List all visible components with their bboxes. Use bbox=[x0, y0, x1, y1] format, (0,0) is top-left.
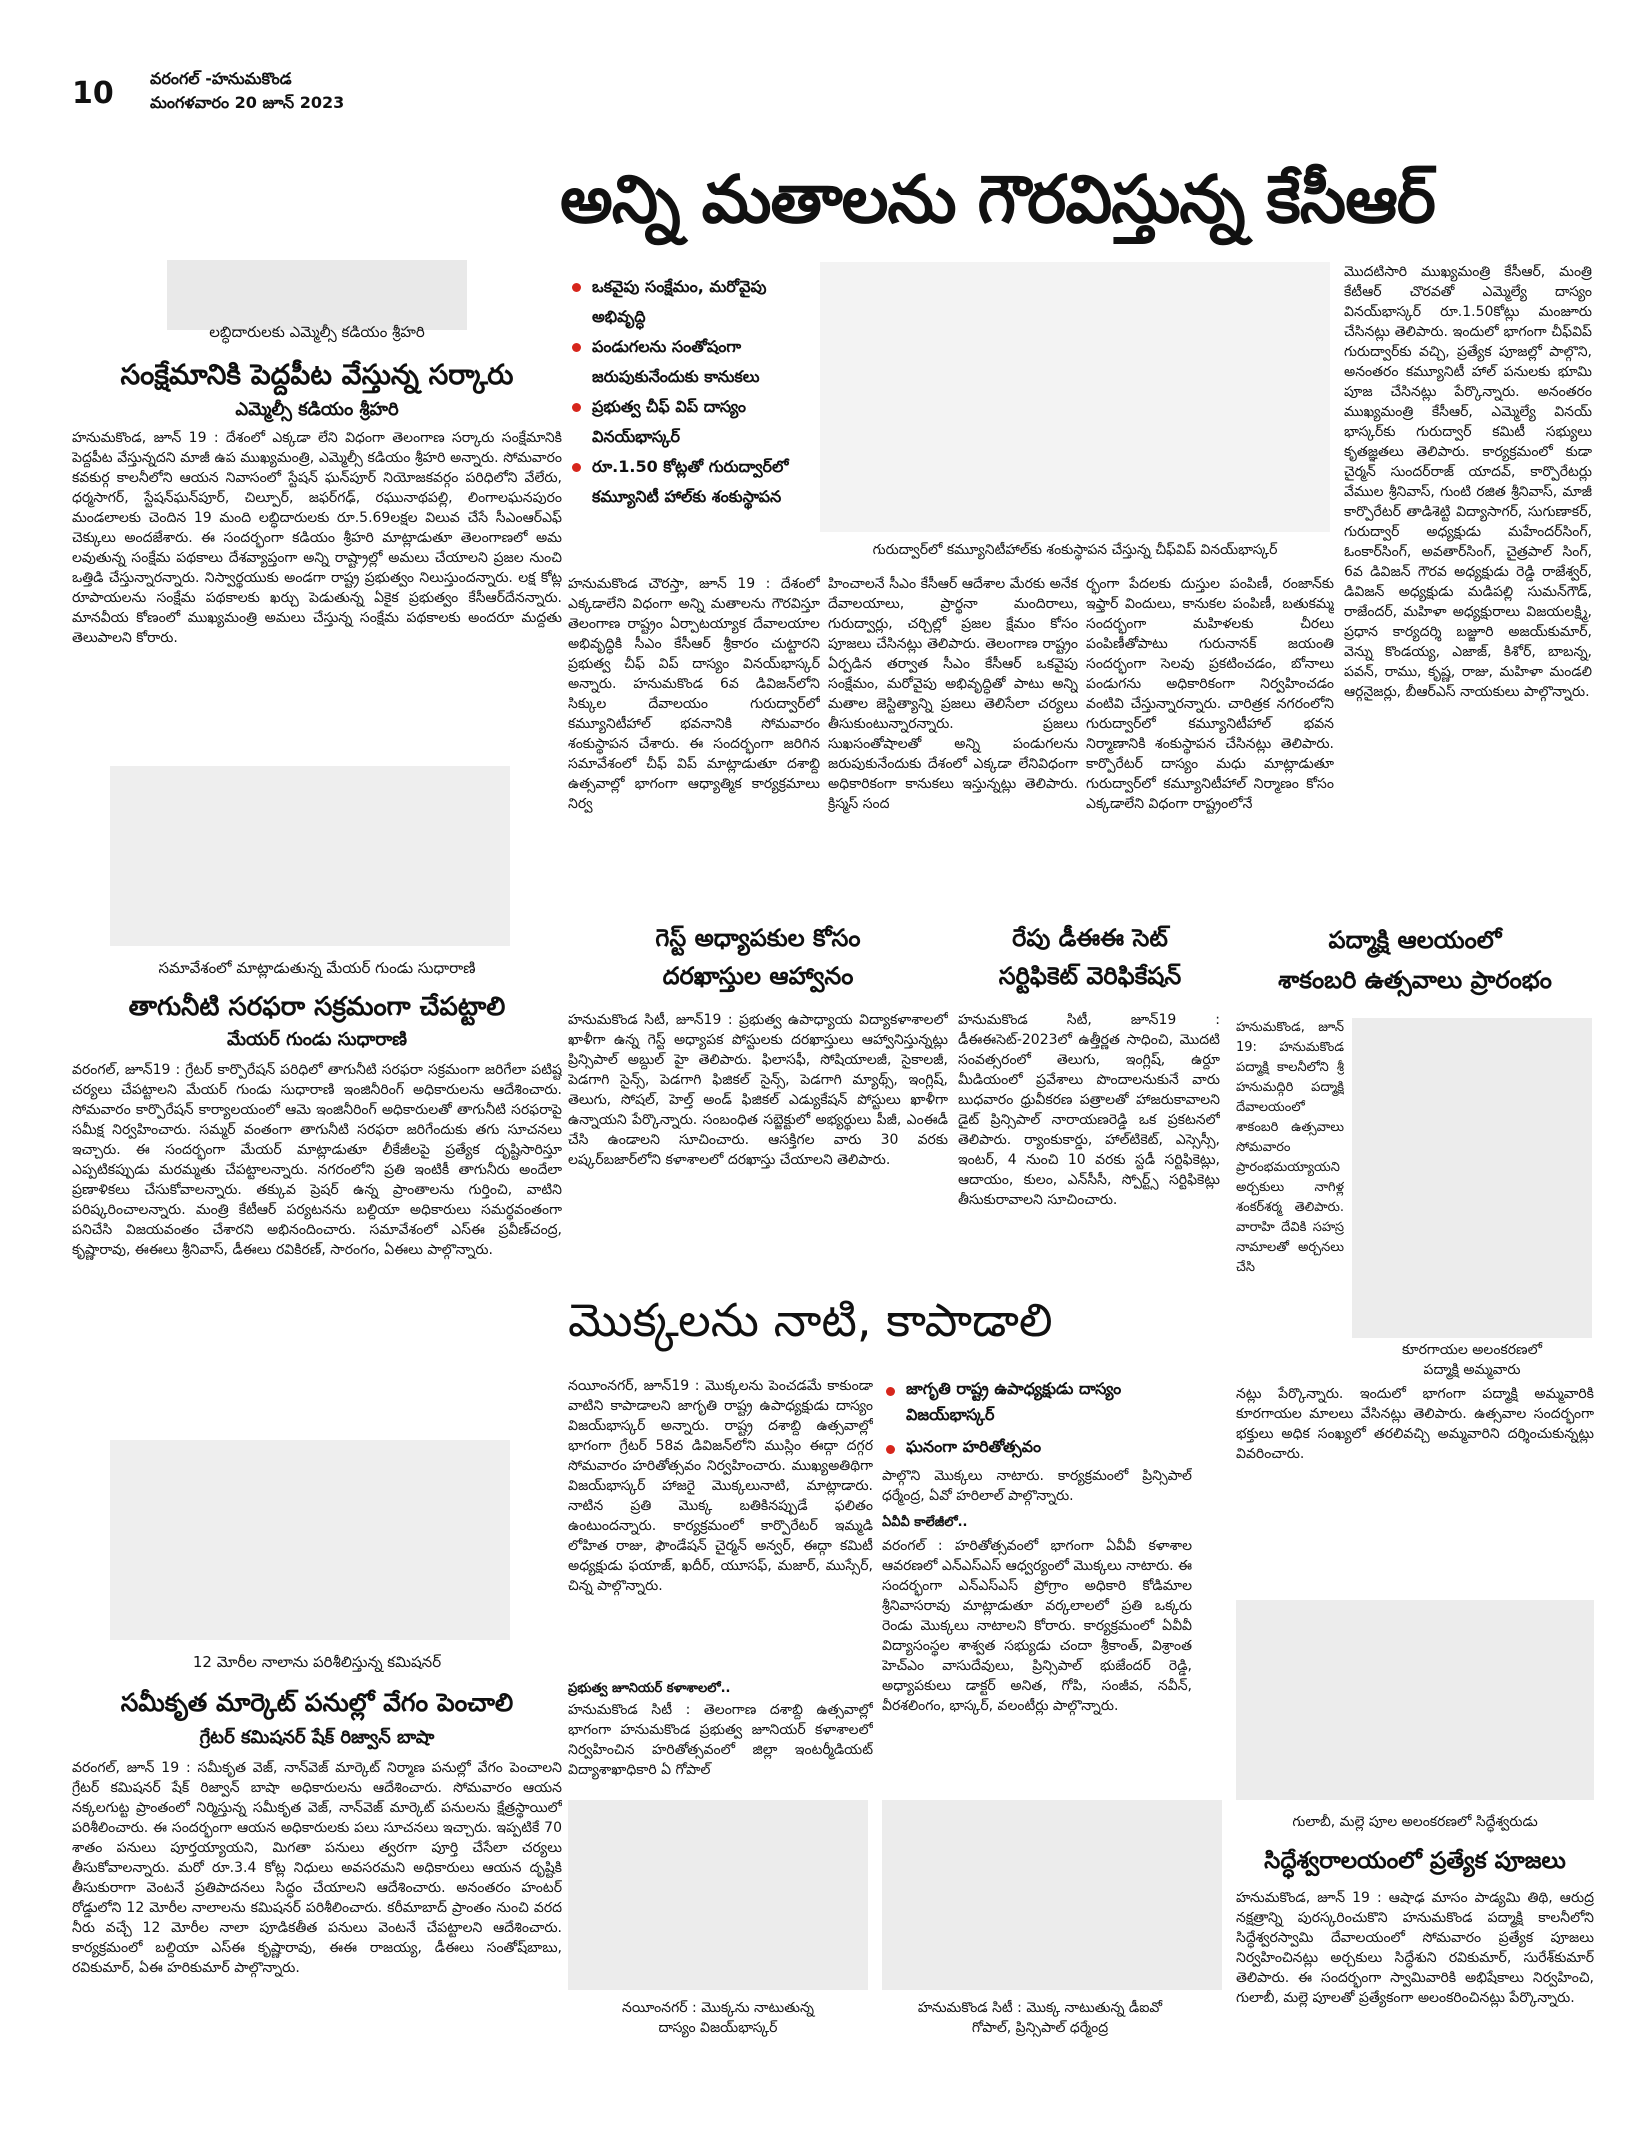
market-body: వరంగల్, జూన్ 19 : సమీకృత వెజ్, నాన్‌వెజ్ మార్కెట్ నిర్మాణ పనుల్లో వేగం పెంచాలని గ్రేటర్ కమిషనర్ షేక్ రిజ్వాన్ బాషా అధికారులను ఆదేశించారు. సోమవారం ఆయన నక్కలగుట్ట ప్రాంతంలో నిర్మిస్తున్న సమీకృత వెజ్, నాన్‌వెజ్ మార్కెట్ పనులను క్షేత్రస్థాయిలో పరిశీలించారు. ఈ సందర్భంగా ఆయన అధికారులకు పలు సూచనలు ఇచ్చారు. ఇప్పటికే 70 శాతం పనులు పూర్తయ్యాయని, మిగతా పనులు త్వరగా పూర్తి చేసేలా చర్యలు తీసుకోవాలన్నారు. మరో రూ.3.4 కోట్ల నిధులు అవసరమని అధికారులు ఆయన దృష్టికి తీసుకురాగా వెంటనే ప్రతిపాదనలు సిద్ధం చేయాలని ఆదేశించారు. అనంతరం హంటర్ రోడ్డులోని 12 మోరీల నాలాలను కమిషనర్ పరిశీలించారు. కరీమాబాద్ ప్రాంతం నుంచి వరద నీరు వచ్చే 12 మోరీల నాలా పూడికతీత పనులు వెంటనే చేపట్టాలని ఆదేశించారు. కార్యక్రమంలో బల్దియా ఎస్ఈ కృష్ణారావు, ఈఈ రాజయ్య, డీఈలు సంతోష్‌బాబు, రవికుమార్, ఏఈ హరికుమార్ పాల్గొన్నారు. bbox=[72, 1760, 562, 1976]
water-headline: తాగునీటి సరఫరా సక్రమంగా చేపట్టాలి bbox=[128, 992, 506, 1022]
welfare-body: హనుమకొండ, జూన్ 19 : దేశంలో ఎక్కడా లేని విధంగా తెలంగాణ సర్కారు సంక్షేమానికి పెద్దపీట వేస్తున్నదని మాజీ ఉప ముఖ్యమంత్రి, ఎమ్మెల్సీ కడియం శ్రీహరి అన్నారు. సోమవారం కవకుర్గ కాలనీలోని ఆయన నివాసంలో స్టేషన్ ఘన్‌పూర్ నియోజకవర్గం పరిధిలోని వేలేరు, ధర్మసాగర్, స్టేషన్‌ఘన్‌పూర్, చిల్పూర్, జఫర్‌గఢ్, రఘునాథపల్లి, లింగాలఘనపురం మండలాలకు చెందిన 19 మంది లబ్ధిదారులకు రూ.5.69లక్షల విలువ చేసే సీఎంఆర్ఎఫ్ చెక్కులు అందజేశారు. ఈ సందర్భంగా కడియం శ్రీహరి మాట్లాడుతూ తెలంగాణలో అమ లవుతున్న సంక్షేమ పథకాలు దేశవ్యాప్తంగా అన్ని రాష్ట్రాల్లో అమలు చేయాలని ప్రజల నుంచి ఒత్తిడి చేస్తున్నారన్నారు. నిస్వార్థయుకు అండగా రాష్ట్ర ప్రభుత్వం నిలుస్తుందన్నారు. లక్ష కోట్ల రూపాయలను సంక్షేమ పథకాలకు ఖర్చు పెడుతున్న ఏకైక ప్రభుత్వం కేసీఆర్‌దేనన్నారు. మానవీయ కోణంలో ముఖ్యమంత్రి అమలు చేస్తున్న సంక్షేమ పథకాలకు అందరూ మద్దతు తెలుపాలని కోరారు. bbox=[72, 430, 562, 646]
publication-date: మంగళవారం 20 జూన్ 2023 bbox=[150, 93, 345, 112]
deecet-headline-line1: రేపు డీఈఈ సెట్ bbox=[1012, 924, 1168, 952]
kcr-photo bbox=[820, 262, 1330, 532]
plants-body-col2: పాల్గొని మొక్కలు నాటారు. కార్యక్రమంలో ప్రిన్సిపాల్ ధర్మేంద్ర, ఏవో హరిలాల్ పాల్గొన్నారు. bbox=[882, 1468, 1192, 1504]
padmakshi-photo bbox=[1352, 1018, 1592, 1338]
siddeshwara-kicker: గులాబీ, మల్లె పూల అలంకరణలో సిద్ధేశ్వరుడు bbox=[1292, 1814, 1538, 1830]
plants-body-col1: నయీంనగర్, జూన్19 : మొక్కలను పెంచడమే కాకుండా వాటిని కాపాడాలని జాగృతి రాష్ట్ర ఉపాధ్యక్షుడు దాస్యం విజయ్‌భాస్కర్ అన్నారు. రాష్ట్ర దశాబ్ది ఉత్సవాల్లో భాగంగా గ్రేటర్ 58వ డివిజన్‌లోని ముస్లిం ఈద్గా దగ్గర సోమవారం హరితోత్సవం నిర్వహించారు. ముఖ్యఅతిథిగా విజయ్‌భాస్కర్ హాజరై మొక్కలునాటి, మాట్లాడారు. నాటిన ప్రతి మొక్క బతికినప్పుడే ఫలితం ఉంటుందన్నారు. కార్యక్రమంలో కార్పొరేటర్ ఇమ్మడి లోహిత రాజు, ఫౌండేషన్ చైర్మన్ అన్వర్, ఈద్గా కమిటీ అధ్యక్షుడు ఫయాజ్, ఖదీర్, యూసఫ్, మజార్, ముస్సేర్, చిన్న పాల్గొన్నారు. bbox=[568, 1378, 873, 1594]
plants-subhead-college: ప్రభుత్వ జూనియర్ కళాశాలలో.. bbox=[568, 1681, 731, 1696]
siddeshwara-headline: సిద్ధేశ్వరాలయంలో ప్రత్యేక పూజలు bbox=[1264, 1848, 1566, 1874]
padmakshi-body-wide: నట్లు పేర్కొన్నారు. ఇందులో భాగంగా పద్మాక్షి అమ్మవారికి కూరగాయల మాలలు వేసినట్లు తెలిపారు. ఉత్సవాల సందర్భంగా భక్తులు అధిక సంఖ్యలో తరలివచ్చి అమ్మవారిని దర్శించుకున్నట్లు వివరించారు. bbox=[1236, 1386, 1594, 1462]
plants-body-col1b: హనుమకొండ సిటీ : తెలంగాణ దశాబ్ది ఉత్సవాల్లో భాగంగా హనుమకొండ ప్రభుత్వ జూనియర్ కళాశాలలో నిర్వహించిన హరితోత్సవంలో జిల్లా ఇంటర్మీడియట్ విద్యాశాఖాధికారి ఏ గోపాల్ bbox=[568, 1702, 873, 1778]
plants-photo2-caption-line2: గోపాల్, ప్రిన్సిపాల్ ధర్మేంద్ర bbox=[971, 2020, 1109, 2036]
kcr-body-col3: ర్భంగా పేదలకు దుస్తుల పంపిణీ, రంజాన్‌కు ఇఫ్తార్ విందులు, కానుకల పంపిణీ, బతుకమ్మ సందర్భంగా మహిళలకు చీరలు పంపిణీతోపాటు గురునానక్ జయంతి సందర్భంగా సెలవు ప్రకటించడం, బోనాలు పండుగను అధికారికంగా నిర్వహించడం వంటివి చేస్తున్నారన్నారు. చారిత్రక నగరంలోని గురుద్వార్‌లో కమ్యూనిటీహాల్ భవన నిర్మాణానికి శంకుస్థాపన చేసినట్లు తెలిపారు. కార్పొరేటర్ దాస్యం మధు మాట్లాడుతూ గురుద్వార్‌లో కమ్యూనిటీహాల్ నిర్మాణం కోసం ఎక్కడాలేని విధంగా రాష్ట్రంలోనే bbox=[1086, 576, 1334, 812]
water-byline: మేయర్ గుండు సుధారాణి bbox=[226, 1029, 408, 1050]
kcr-body-col2: హించాలనే సీఎం కేసీఆర్ ఆదేశాల మేరకు అనేక దేవాలయాలు, ప్రార్థనా మందిరాలు, గురుద్వార్లు, చర్చిల్లో ప్రజల క్షేమం కోసం పూజలు చేసినట్లు తెలిపారు. తెలంగాణ రాష్ట్రం ఏర్పడిన తర్వాత సీఎం కేసీఆర్ ఒకవైపు సంక్షేమం, మరోవైపు అభివృద్ధితో పాటు అన్ని మతాల జెస్టిత్యాన్ని ప్రజలు తెలిసేలా చర్యలు తీసుకుంటున్నారన్నారు. ప్రజలు సుఖసంతోషాలతో అన్ని పండుగలను జరుపుకునేందుకు దేశంలో ఎక్కడా లేనివిధంగా అధికారికంగా కానుకలు ఇస్తున్నట్లు తెలిపారు. క్రిస్మస్ సంద bbox=[828, 576, 1078, 812]
kcr-bullet: రూ.1.50 కోట్లతో గురుద్వార్‌లో కమ్యూనిటీ హాల్‌కు శంకుస్థాపన bbox=[568, 452, 808, 512]
siddeshwara-body: హనుమకొండ, జూన్ 19 : ఆషాఢ మాసం పాడ్యమి తిథి, ఆరుద్ర నక్షత్రాన్ని పురస్కరించుకొని హనుమకొండ పద్మాక్షి కాలనీలోని సిద్ధేశ్వరస్వామి దేవాలయంలో సోమవారం ప్రత్యేక పూజలు నిర్వహించినట్లు అర్చకులు సిద్ధేశుని రవికుమార్, సురేశ్‌కుమార్ తెలిపారు. ఈ సందర్భంగా స్వామివారికి అభిషేకాలు నిర్వహించి, గులాబీ, మల్లె పూలతో ప్రత్యేకంగా అలంకరించినట్లు పేర్కొన్నారు. bbox=[1236, 1890, 1594, 2006]
padmakshi-caption-line2: పద్మాక్షి అమ్మవారు bbox=[1423, 1362, 1521, 1378]
welfare-kicker: లబ్ధిదారులకు ఎమ్మెల్సీ కడియం శ్రీహరి bbox=[209, 323, 425, 341]
deecet-body: హనుమకొండ సిటీ, జూన్19 : డీఈఈసెట్-2023లో ఉత్తీర్ణత సాధించి, మొదటి సంవత్సరంలో తెలుగు, ఇంగ్లిష్, ఉర్దూ మీడియంలో ప్రవేశాలు పొందాలనుకునే వారు బుధవారం ధ్రువీకరణ పత్రాలతో హాజరుకావాలని డైట్ ప్రిన్సిపాల్ నారాయణరెడ్డి ఒక ప్రకటనలో తెలిపారు. ర్యాంకుకార్డు, హాల్‌టికెట్, ఎస్సెస్సీ, ఇంటర్, 4 నుంచి 10 వరకు స్టడీ సర్టిఫికెట్లు, ఆదాయం, కులం, ఎన్‌సీసీ, స్పోర్ట్స్ సర్టిఫికెట్లు తీసుకురావాలని సూచించారు. bbox=[958, 1012, 1220, 1208]
plants-photo-1 bbox=[568, 1800, 868, 1990]
water-photo bbox=[110, 766, 510, 946]
plants-photo1-caption-line2: దాస్యం విజయ్‌భాస్కర్ bbox=[658, 2020, 778, 2036]
edition-name: వరంగల్ -హనుమకొండ bbox=[150, 69, 292, 88]
market-headline: సమీకృత మార్కెట్ పనుల్లో వేగం పెంచాలి bbox=[120, 1688, 514, 1717]
siddeshwara-photo bbox=[1236, 1600, 1594, 1800]
kcr-photo-caption: గురుద్వార్‌లో కమ్యూనిటీహాల్‌కు శంకుస్థాపన చేస్తున్న చీఫ్‌విప్ వినయ్‌భాస్కర్ bbox=[872, 542, 1278, 558]
padmakshi-headline-line1: పద్మాక్షి ఆలయంలో bbox=[1328, 926, 1502, 954]
welfare-headline: సంక్షేమానికి పెద్దపీట వేస్తున్న సర్కారు bbox=[120, 358, 514, 391]
kcr-bullets bbox=[568, 272, 808, 512]
market-byline: గ్రేటర్ కమిషనర్ షేక్ రిజ్వాన్ బాషా bbox=[199, 1727, 435, 1748]
kcr-body-col4: మొదటిసారి ముఖ్యమంత్రి కేసీఆర్, మంత్రి కేటీఆర్ చొరవతో ఎమ్మెల్యే దాస్యం వినయ్‌భాస్కర్ రూ.1.50కోట్లు మంజూరు చేసినట్లు తెలిపారు. ఇందులో భాగంగా చీఫ్‌విప్ గురుద్వార్‌కు వచ్చి, ప్రత్యేక పూజల్లో పాల్గొని, అనంతరం కమ్యూనిటీ హాల్ పనులకు భూమి పూజ చేసినట్లు పేర్కొన్నారు. అనంతరం ముఖ్యమంత్రి కేసీఆర్, ఎమ్మెల్యే వినయ్ భాస్కర్‌కు గురుద్వార్ కమిటీ సభ్యులు కృతజ్ఞతలు తెలిపారు. కార్యక్రమంలో కుడా చైర్మన్ సుందర్‌రాజ్ యాదవ్, కార్పొరేటర్లు వేముల శ్రీనివాస్, గుంటి రజిత శ్రీనివాస్, మాజీ కార్పొరేటర్ తాడిశెట్టి విద్యాసాగర్, సుగుణాకర్, గురుద్వార్ అధ్యక్షుడు మహేందర్‌సింగ్, ఓంకార్‌సింగ్, అవతార్‌సింగ్, చైత్రపాల్ సింగ్, 6వ డివిజన్ గౌరవ అధ్యక్షుడు రెడ్డి రాజేశ్వర్, డివిజన్ అధ్యక్షుడు మడిపల్లి సుమన్‌గౌడ్, రాజేందర్, మహిళా అధ్యక్షురాలు విజయలక్ష్మి, ప్రధాన కార్యదర్శి బజ్జూరి అజయ్‌కుమార్, వెన్ను కొండయ్య, ఎజాజ్, కిశోర్, బాబన్న, పవన్, రాము, కృష్ణ, రాజు, మహిళా మండలి ఆర్గనైజర్లు, బీఆర్ఎస్ నాయకులు పాల్గొన్నారు. bbox=[1344, 264, 1592, 700]
water-body: వరంగల్, జూన్19 : గ్రేటర్ కార్పొరేషన్ పరిధిలో తాగునీటి సరఫరా సక్రమంగా జరిగేలా పటిష్ట చర్యలు చేపట్టాలని మేయర్ గుండు సుధారాణి ఇంజినీరింగ్ అధికారులను ఆదేశించారు. సోమవారం కార్పొరేషన్ కార్యాలయంలో ఆమె ఇంజినీరింగ్ అధికారులతో తాగునీటి సరఫరాపై సమీక్ష నిర్వహించారు. సమ్మర్ వంతంగా తాగునీటి సరఫరా జరిగేందుకు తగు సూచనలు ఇచ్చారు. ఈ సందర్భంగా మేయర్ మాట్లాడుతూ లీకేజీలపై ప్రత్యేక దృష్టిసారిస్తూ ఎప్పటికప్పుడు మరమ్మతు చేపట్టాలన్నారు. నగరంలోని ప్రతి ఇంటికీ తాగునీరు అందేలా ప్రణాళికలు చేసుకోవాలన్నారు. తక్కువ ప్రెషర్ ఉన్న ప్రాంతాలను గుర్తించి, వాటిని పరిష్కరించాలన్నారు. మంత్రి కేటీఆర్ పర్యటనను బల్దియా అధికారులు సమర్థవంతంగా పనిచేసి విజయవంతం చేశారని అభినందించారు. సమావేశంలో ఎస్ఈ ప్రవీణ్‌చంద్ర, కృష్ణారావు, ఈఈలు శ్రీనివాస్, డీఈలు రవికిరణ్, సారంగం, ఏఈలు పాల్గొన్నారు. bbox=[72, 1062, 562, 1258]
guest-headline-line1: గెస్ట్ అధ్యాపకుల కోసం bbox=[655, 924, 861, 952]
water-kicker: సమావేశంలో మాట్లాడుతున్న మేయర్ గుండు సుధారాణి bbox=[158, 959, 476, 977]
plants-headline: మొక్కలను నాటి, కాపాడాలి bbox=[568, 1293, 1053, 1347]
plants-photo-2 bbox=[882, 1800, 1222, 1990]
guest-body: హనుమకొండ సిటీ, జూన్19 : ప్రభుత్వ ఉపాధ్యాయ విద్యాకళాశాలలో ఖాళీగా ఉన్న గెస్ట్ అధ్యాపక పోస్టులకు దరఖాస్తులు ఆహ్వానిస్తున్నట్లు ప్రిన్సిపాల్ అబ్దుల్ హై తెలిపారు. ఫిలాసఫీ, సోషియాలజీ, సైకాలజీ, పెడగాగి సైన్స్, పెడగాగి ఫిజికల్ సైన్స్, పెడగాగి మ్యాథ్స్, ఇంగ్లిష్, తెలుగు, సోషల్, హెల్త్ అండ్ ఫిజికల్ ఎడ్యుకేషన్ పోస్టులు ఖాళీగా ఉన్నాయని పేర్కొన్నారు. సంబంధిత సబ్జెక్టులో అభ్యర్థులు పీజీ, ఎంఈడీ చేసి ఉండాలని సూచించారు. ఆసక్తిగల వారు 30 వరకు లష్కర్‌బజార్‌లోని కళాశాలలో దరఖాస్తు చేయాలని తెలిపారు. bbox=[568, 1012, 948, 1168]
padmakshi-headline-line2: శాకంబరి ఉత్సవాలు ప్రారంభం bbox=[1278, 966, 1552, 994]
plants-photo2-caption-line1: హనుమకొండ సిటీ : మొక్క నాటుతున్న డీఐవో bbox=[917, 2000, 1163, 2016]
plants-bullet: ఘనంగా హరితోత్సవం bbox=[882, 1434, 1212, 1460]
padmakshi-caption-line1: కూరగాయల అలంకరణలో bbox=[1401, 1342, 1543, 1358]
market-photo bbox=[110, 1440, 510, 1640]
page-number: 10 bbox=[72, 76, 114, 111]
plants-bullet: జాగృతి రాష్ట్ర ఉపాధ్యక్షుడు దాస్యం విజయ్‌భాస్కర్ bbox=[882, 1376, 1212, 1428]
plants-subhead-avv: ఏవీవీ కాలేజీలో.. bbox=[882, 1515, 968, 1530]
market-kicker: 12 మోరీల నాలాను పరిశీలిస్తున్న కమిషనర్ bbox=[192, 1653, 442, 1671]
banner-headline: అన్ని మతాలను గౌరవిస్తున్న కేసీఆర్ bbox=[560, 161, 1435, 238]
welfare-photo bbox=[167, 260, 467, 330]
deecet-headline-line2: సర్టిఫికెట్ వెరిఫికేషన్ bbox=[998, 962, 1182, 990]
plants-photo1-caption-line1: నయీంనగర్ : మొక్కను నాటుతున్న bbox=[622, 2000, 814, 2016]
kcr-bullet: ఒకవైపు సంక్షేమం, మరోవైపు అభివృద్ధి bbox=[568, 272, 808, 332]
welfare-byline: ఎమ్మెల్సీ కడియం శ్రీహరి bbox=[235, 399, 399, 420]
guest-headline-line2: దరఖాస్తుల ఆహ్వానం bbox=[662, 962, 854, 990]
kcr-bullet: ప్రభుత్వ చీఫ్ విప్ దాస్యం వినయ్‌భాస్కర్ bbox=[568, 392, 808, 452]
kcr-body-col1: హనుమకొండ చౌరస్తా, జూన్ 19 : దేశంలో ఎక్కడాలేని విధంగా అన్ని మతాలను గౌరవిస్తూ తెలంగాణ రాష్ట్రం ఏర్పాటయ్యాక దేవాలయాల అభివృద్ధికి సీఎం కేసీఆర్ శ్రీకారం చుట్టారని ప్రభుత్వ చీఫ్ విప్ దాస్యం వినయ్‌భాస్కర్ అన్నారు. హనుమకొండ 6వ డివిజన్‌లోని సిక్కుల దేవాలయం గురుద్వార్‌లో కమ్యూనిటీహాల్ భవనానికి సోమవారం శంకుస్థాపన చేశారు. ఈ సందర్భంగా జరిగిన సమావేశంలో చీఫ్ విప్ మాట్లాడుతూ దశాబ్ది ఉత్సవాల్లో భాగంగా ఆధ్యాత్మిక కార్యక్రమాలు నిర్వ bbox=[568, 576, 820, 812]
plants-body-col2b: వరంగల్ : హరితోత్సవంలో భాగంగా ఏవీవీ కళాశాల ఆవరణలో ఎన్ఎస్ఎస్ ఆధ్వర్యంలో మొక్కలు నాటారు. ఈ సందర్భంగా ఎన్ఎస్ఎస్ ప్రోగ్రాం అధికారి కోడిమాల శ్రీనివాసరావు మాట్లాడుతూ వర్కలాలలో ప్రతి ఒక్కరు రెండు మొక్కలు నాటాలని కోరారు. కార్యక్రమంలో ఏవీవీ విద్యాసంస్థల శాశ్వత సభ్యుడు చందా శ్రీకాంత్, విశ్రాంత హెచ్ఎం వాసుదేవులు, ప్రిన్సిపాల్ భుజేందర్ రెడ్డి, అధ్యాపకులు డాక్టర్ అనిత, గోపి, సంజీవ, నవీన్, వీరశలింగం, భాస్కర్, వలంటీర్లు పాల్గొన్నారు. bbox=[882, 1538, 1192, 1714]
plants-bullets bbox=[882, 1376, 1212, 1460]
kcr-bullet: పండుగలను సంతోషంగా జరుపుకునేందుకు కానుకలు bbox=[568, 332, 808, 392]
padmakshi-body-narrow: హనుమకొండ, జూన్ 19: హనుమకొండ పద్మాక్షి కాలనీలోని శ్రీ హనుమద్గిరి పద్మాక్షి దేవాలయంలో శాకంబరి ఉత్సవాలు సోమవారం ప్రారంభమయ్యాయని అర్చకులు నాగిళ్ల శంకర్‌శర్మ తెలిపారు. వారాహి దేవికి సహస్ర నామాలతో అర్చనలు చేసి bbox=[1236, 1020, 1344, 1275]
